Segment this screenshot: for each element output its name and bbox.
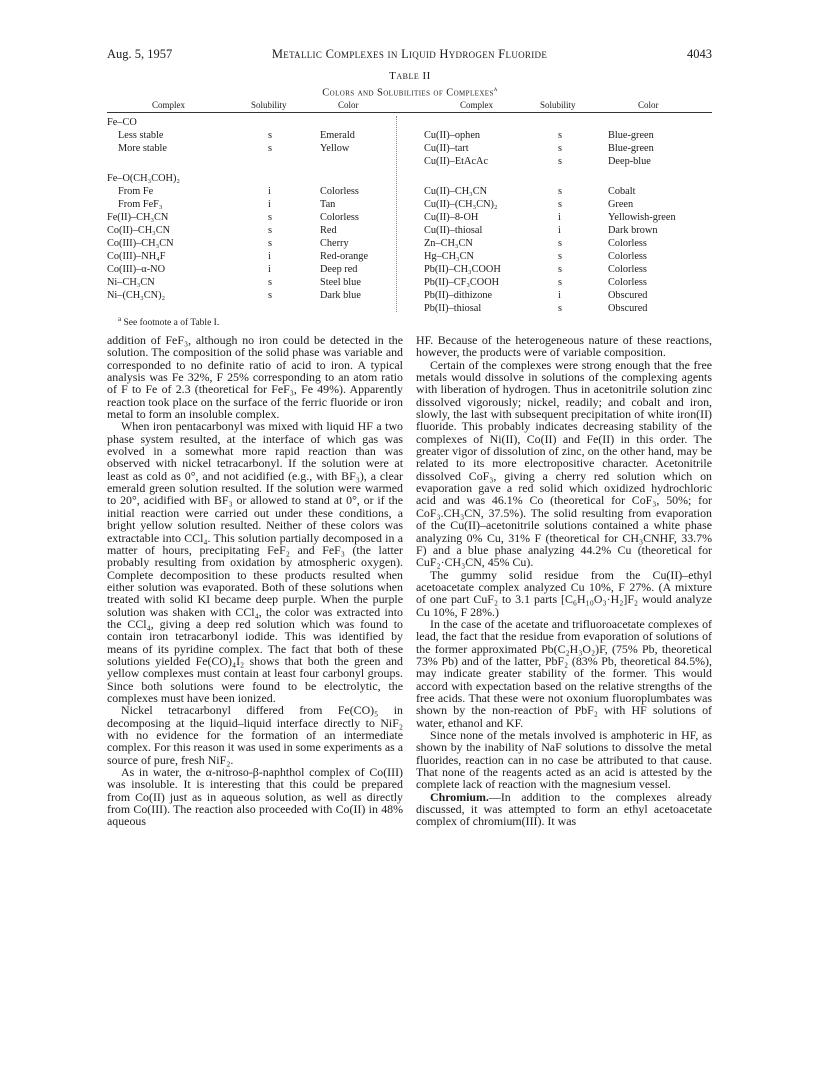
table-cell-color: Colorless xyxy=(320,186,359,197)
table-cell-solubility: s xyxy=(268,238,273,249)
table-cell-color: Colorless xyxy=(608,251,647,262)
colhead-color-right: Color xyxy=(638,100,659,110)
table-cell-solubility: s xyxy=(558,156,563,167)
table-cell-solubility: s xyxy=(558,251,563,262)
footnote-mark: a xyxy=(118,315,122,323)
paragraph: As in water, the α-nitroso-β-naphthol complex of Co(III) was insoluble. It is interesting that this could be prepared from Co(II) just as in aqueous solution, as well as directly from Co(III). The reaction also proceeded with Co(II) in 48% aqueous xyxy=(107,765,403,829)
table-cell-complex: Co(II)–CH₃CN xyxy=(107,225,171,236)
footnote-text: See footnote a of Table I. xyxy=(123,318,220,329)
table-cell-color: Red xyxy=(320,225,337,236)
table-footnote xyxy=(118,315,219,328)
colhead-complex-right: Complex xyxy=(460,100,493,110)
page-number: 4043 xyxy=(687,47,712,61)
table-cell-complex: Hg–CH₃CN xyxy=(424,251,474,262)
table-cell-color: Obscured xyxy=(608,303,648,314)
table-cell-solubility: s xyxy=(558,277,563,288)
table-cell-complex: Pb(II)–dithizone xyxy=(424,290,493,301)
table-cell-color: Blue-green xyxy=(608,143,654,154)
paragraph: In the case of the acetate and trifluoroacetate complexes of lead, the fact that the residue from evaporation of solutions of the former approximated Pb(C₂H₃O₂)F, (75% Pb, theoretical 73% Pb) and of the latter, PbF₂ (83% Pb, theoretical 84.5%), may indicate greater stability of the former. This would accord with expectation based on the relative strengths of the free acids. That these were not oxonium fluoroplumbates was shown by the non-reaction of PbF₂ with HF solutions of water, ethanol and KF. xyxy=(416,616,712,730)
table-cell-solubility: i xyxy=(268,264,271,275)
table-cell-complex: From Fe xyxy=(118,186,154,197)
table-cell-color: Cherry xyxy=(320,238,349,249)
right-text-column xyxy=(416,334,712,828)
table-cell-solubility: i xyxy=(268,251,271,262)
table-cell-complex: Less stable xyxy=(118,130,164,141)
paragraph-chromium xyxy=(416,791,712,828)
chromium-text: —In addition to the complexes already discussed, it was attempted to form an ethyl acetoacetate complex of chromium(III). It was xyxy=(416,789,712,829)
header-date: Aug. 5, 1957 xyxy=(107,47,173,61)
table-cell-complex: Pb(II)–CF₃COOH xyxy=(424,277,500,288)
paragraph: The gummy solid residue from the Cu(II)–ethyl acetoacetate complex analyzed Cu 10%, F 27%. (A mixture of one part CuF₂ to 3.1 parts [C₆H₁₀O₃·H₂]F₂ would analyze Cu 10%, F 28%.) xyxy=(416,567,712,619)
table-cell-color: Colorless xyxy=(608,238,647,249)
table-cell-complex: Co(III)–CH₃CN xyxy=(107,238,174,249)
table-cell-complex: Pb(II)–CH₃COOH xyxy=(424,264,501,275)
table-cell-color: Steel blue xyxy=(320,277,361,288)
table-cell-complex: Ni–(CH₃CN)₂ xyxy=(107,290,166,301)
colhead-complex-left: Complex xyxy=(152,100,185,110)
table-cell-color: Obscured xyxy=(608,290,648,301)
table-cell-solubility: s xyxy=(268,277,273,288)
table-cell-complex: Co(III)–α-NO xyxy=(107,264,166,275)
table-divider xyxy=(396,116,398,312)
paragraph: HF. Because of the heterogeneous nature of these reactions, however, the products were of variable composition. xyxy=(416,333,712,360)
table-cell-complex: More stable xyxy=(118,143,167,154)
table-title-footnote-mark: a xyxy=(493,85,498,93)
table-cell-complex: Zn–CH₃CN xyxy=(424,238,473,249)
table-cell-color: Colorless xyxy=(608,264,647,275)
section-heading-chromium: Chromium. xyxy=(430,789,489,804)
table-cell-color: Blue-green xyxy=(608,130,654,141)
table-cell-solubility: s xyxy=(558,238,563,249)
table-cell-solubility: s xyxy=(268,130,273,141)
table-cell-solubility: s xyxy=(558,264,563,275)
table-cell-complex: Cu(II)–(CH₃CN)₂ xyxy=(424,199,498,210)
colhead-solubility-right: Solubility xyxy=(540,100,576,110)
table-title xyxy=(0,85,820,99)
table-cell-color: Tan xyxy=(320,199,336,210)
table-cell-complex: Cu(II)–thiosal xyxy=(424,225,483,236)
table-cell-solubility: s xyxy=(558,303,563,314)
paragraph: When iron pentacarbonyl was mixed with liquid HF a two phase system resulted, at the interface of which gas was evolved in a somewhat more rapid reaction than was observed with nickel tetracarbonyl. If the solution were at least as cold as 0°, and not acidified (e.g., with BF₃), a clear emerald green solution resulted. If the solution were warmed to 20°, acidified with BF₃ or allowed to stand at 0°, or if the initial reaction were carried out under these conditions, a bright yellow solution resulted. Neither of these colors was extractable into CCl₄. This solution partially decomposed in a matter of hours, precipitating FeF₂ and FeF₃ (the latter probably resulting from oxidation by atmospheric oxygen). Complete decomposition to these products resulted when either solution was evaporated. Both of these solutions when treated with solid KI became deep purple. When the purple solution was shaken with CCl₄, the color was extracted into the CCl₄, giving a deep red solution which was found to contain iron tetracarbonyl iodide. This was identified by means of its pyridine complex. The fact that both of these solutions yielded Fe(CO)₄I₂ shows that both the green and yellow complexes must contain at least four carbonyl groups. Since both solutions were found to be electrolytic, the complexes must have been ionized. xyxy=(107,419,403,705)
table-cell-complex: Pb(II)–thiosal xyxy=(424,303,482,314)
table-cell-complex: From FeF₃ xyxy=(118,199,163,210)
table-cell-solubility: s xyxy=(558,130,563,141)
table-cell-color: Emerald xyxy=(320,130,355,141)
table-cell-solubility: s xyxy=(268,290,273,301)
colhead-color-left: Color xyxy=(338,100,359,110)
paragraph: Nickel tetracarbonyl differed from Fe(CO)₅ in decomposing at the liquid–liquid interface directly to NiF₂ with no evidence for the formation of an intermediate complex. For this reason it was used in some experiments as a source of pure, fresh NiF₂. xyxy=(107,703,403,767)
paragraph: Certain of the complexes were strong enough that the free metals would dissolve in solutions of the complexing agents with liberation of hydrogen. Thus in acetonitrile solution zinc dissolved vigorously; nickel, readily; and cobalt and iron, slowly, the last with subsequent precipitation of white iron(II) fluoride. This probably indicates decreasing stability of the complexes of Ni(II), Co(II) and Fe(II) in this order. The greater vigor of dissolution of zinc, on the other hand, may be related to its more electropositive character. Acetonitrile dissolved CoF₃, giving a cherry red solution which on evaporation gave a red solid which oxidized hydrochloric acid and was 46.1% Co (theoretical for CoF₃, 50%; for CoF₃.CH₃CN, 37.5%). The solid resulting from evaporation of the Cu(II)–acetonitrile solutions contained a white phase analyzing 0% Cu, 31% F (theoretical for CH₃CNHF, 33.7% F) and a blue phase analyzing 44.2% Cu (theoretical for CuF₂·CH₃CN, 45% Cu). xyxy=(416,357,712,570)
paragraph: addition of FeF₃, although no iron could be detected in the solution. The composition of the solid phase was variable and corresponded to no definite ratio of acid to iron. A typical analysis was Fe 32%, F 25% corresponding to an atom ratio of F to Fe of 2.3 (theoretical for FeF₃, Fe 49%). Apparently reaction took place on the surface of the ferric fluoride or iron metal to form an insoluble complex. xyxy=(107,333,403,422)
table-cell-color: Dark blue xyxy=(320,290,361,301)
table-cell-complex: Cu(II)–CH₃CN xyxy=(424,186,488,197)
table-cell-solubility: s xyxy=(268,225,273,236)
table-cell-color: Yellow xyxy=(320,143,350,154)
table-cell-solubility: i xyxy=(268,186,271,197)
table-cell-complex: Cu(II)–ophen xyxy=(424,130,481,141)
table-cell-solubility: i xyxy=(558,225,561,236)
table-cell-solubility: i xyxy=(558,290,561,301)
table-cell-color: Colorless xyxy=(608,277,647,288)
table-cell-color: Colorless xyxy=(320,212,359,223)
table-cell-complex: Fe(II)–CH₃CN xyxy=(107,212,169,223)
table-cell-color: Red-orange xyxy=(320,251,369,262)
table-cell-color: Cobalt xyxy=(608,186,636,197)
table-cell-solubility: i xyxy=(558,212,561,223)
table-cell-complex: Cu(II)–tart xyxy=(424,143,469,154)
table-rule xyxy=(107,112,712,113)
table-cell-color: Deep red xyxy=(320,264,358,275)
left-text-column xyxy=(107,334,403,828)
table-cell-complex: Co(III)–NH₄F xyxy=(107,251,166,262)
table-cell-complex: Ni–CH₃CN xyxy=(107,277,155,288)
table-cell-solubility: s xyxy=(558,186,563,197)
table-cell-color: Green xyxy=(608,199,634,210)
header-title: Metallic Complexes in Liquid Hydrogen Fluoride xyxy=(271,47,548,61)
table-cell-solubility: s xyxy=(558,199,563,210)
table-cell-complex: Cu(II)–EtAcAc xyxy=(424,156,489,167)
table-cell-solubility: s xyxy=(558,143,563,154)
table-cell-solubility: s xyxy=(268,143,273,154)
table-cell-color: Dark brown xyxy=(608,225,658,236)
table-cell-solubility: i xyxy=(268,199,271,210)
table-cell-color: Deep-blue xyxy=(608,156,651,167)
table-cell-color: Yellowish-green xyxy=(608,212,676,223)
table-cell-complex: Fe–O(CH₃COH)₂ xyxy=(107,173,180,184)
colhead-solubility-left: Solubility xyxy=(251,100,287,110)
table-cell-solubility: s xyxy=(268,212,273,223)
running-header xyxy=(107,47,712,63)
table-title-text: Colors and Solubilities of Complexes xyxy=(322,87,494,99)
table-cell-complex: Cu(II)–8-OH xyxy=(424,212,479,223)
table-label: Table II xyxy=(389,70,431,82)
paragraph: Since none of the metals involved is amphoteric in HF, as shown by the inability of NaF solutions to dissolve the metal fluorides, reaction can in no case be attributed to that cause. That none of the reagents acted as an acid is attested by the complete lack of reaction with the magnesium vessel. xyxy=(416,728,712,792)
table-cell-complex: Fe–CO xyxy=(107,117,137,128)
